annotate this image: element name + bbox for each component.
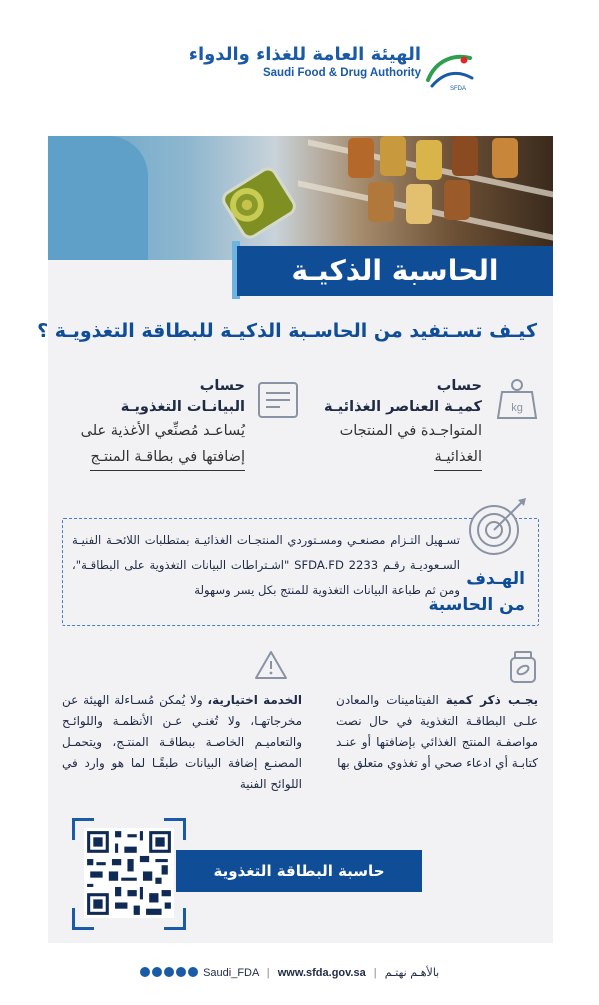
note-disclaimer-text: ولا يُمكن مُسـاءلة الهيئة عن مخرجاتهـا، ولا تُغنـي عـن الأنظمـة واللوائـح والتعاميـم الخاصـة ببطاقـة المنتـج، ويتحمـل المصنـع إضافة البيانات طبقًـا لما هو وارد في اللوائح الفنية	[62, 693, 302, 791]
note-disclaimer	[62, 690, 302, 795]
logo-badge: SFDA	[450, 86, 467, 92]
feature-nutrients-heading1: حساب	[436, 378, 482, 394]
feature-data-heading2: البيانـات التغذويـة	[120, 399, 245, 415]
goal-text: تسـهيل التـزام مصنعـي ومسـتوردي المنتجـات الغذائيـة بمتطلبات اللائحـة الفنيـة السـعوديـة رقـم SFDA.FD 2233 "اشـتراطات البيانات التغذوية على البطاقـة"، ومن ثم طباعة البيانات التغذوية للمنتج بكل يسر وسهولة	[72, 533, 461, 597]
supplement-icon	[508, 650, 538, 684]
page-title: الحاسبة الذكيـة	[237, 246, 553, 296]
olive-jar	[218, 164, 299, 243]
header	[0, 0, 599, 130]
feature-data-heading1: حساب	[199, 378, 245, 394]
twitter-icon[interactable]	[140, 967, 150, 977]
feature-data-line1: يُساعـد مُصنِّعي الأغذية على	[80, 423, 245, 439]
note-vitamins	[336, 690, 538, 774]
target-icon	[466, 496, 532, 558]
note-vitamins-text: الفيتامينات والمعادن علـى البطاقـة التغذوية في حال نصت مواصفـة المنتج الغذائي بإضافتها أو عنـد كتابـة أي ادعاء صحي أو تغذوي متعلق بها	[336, 693, 538, 770]
footer-website[interactable]: www.sfda.gov.sa	[277, 967, 366, 979]
document-icon	[256, 380, 300, 420]
warning-icon	[254, 650, 288, 680]
feature-nutrition-data	[55, 376, 245, 471]
note-disclaimer-bold: الخدمة اختيارية،	[207, 693, 302, 707]
feature-nutrients-line2: الغذائيـة	[434, 444, 482, 471]
goal-label-line2: من الحاسبة	[428, 595, 525, 615]
svg-text:kg: kg	[511, 402, 523, 414]
feature-nutrients	[292, 376, 482, 471]
kg-weight-icon	[496, 378, 538, 422]
feature-nutrients-heading2: كميـة العناصر الغذائيـة	[324, 399, 482, 415]
instagram-icon[interactable]	[152, 967, 162, 977]
logo-arabic: الهيئة العامة للغذاء والدواء	[188, 44, 421, 65]
footer	[0, 960, 599, 990]
nutrition-calculator-button[interactable]: حاسبة البطاقة التغذوية	[176, 850, 422, 892]
facebook-icon[interactable]	[188, 967, 198, 977]
feature-nutrients-line1: المتواجـدة في المنتجات	[339, 423, 482, 439]
sfda-logo-icon	[424, 52, 476, 92]
youtube-icon[interactable]	[164, 967, 174, 977]
qr-code-icon[interactable]	[84, 828, 174, 918]
footer-tagline: بالأهـم نهتـم	[384, 966, 440, 979]
footer-bar: Saudi_FDA | www.sfda.gov.sa | بالأهـم نهتـم	[140, 966, 439, 979]
section-question: كيـف تسـتفيد من الحاسـبة الذكيـة للبطاقة التغذويـة ؟	[37, 320, 537, 342]
logo-text	[189, 44, 421, 79]
shopper-figure	[48, 136, 148, 260]
snapchat-icon[interactable]	[176, 967, 186, 977]
footer-handle[interactable]: Saudi_FDA	[203, 967, 259, 979]
logo-english: Saudi Food & Drug Authority	[262, 67, 421, 79]
hero-image	[48, 136, 553, 260]
note-vitamins-bold: يجـب ذكر كمية	[445, 693, 538, 707]
feature-data-line2: إضافتها في بطاقـة المنتـج	[90, 444, 245, 471]
goal-label-line1: الهـدف	[466, 569, 525, 589]
